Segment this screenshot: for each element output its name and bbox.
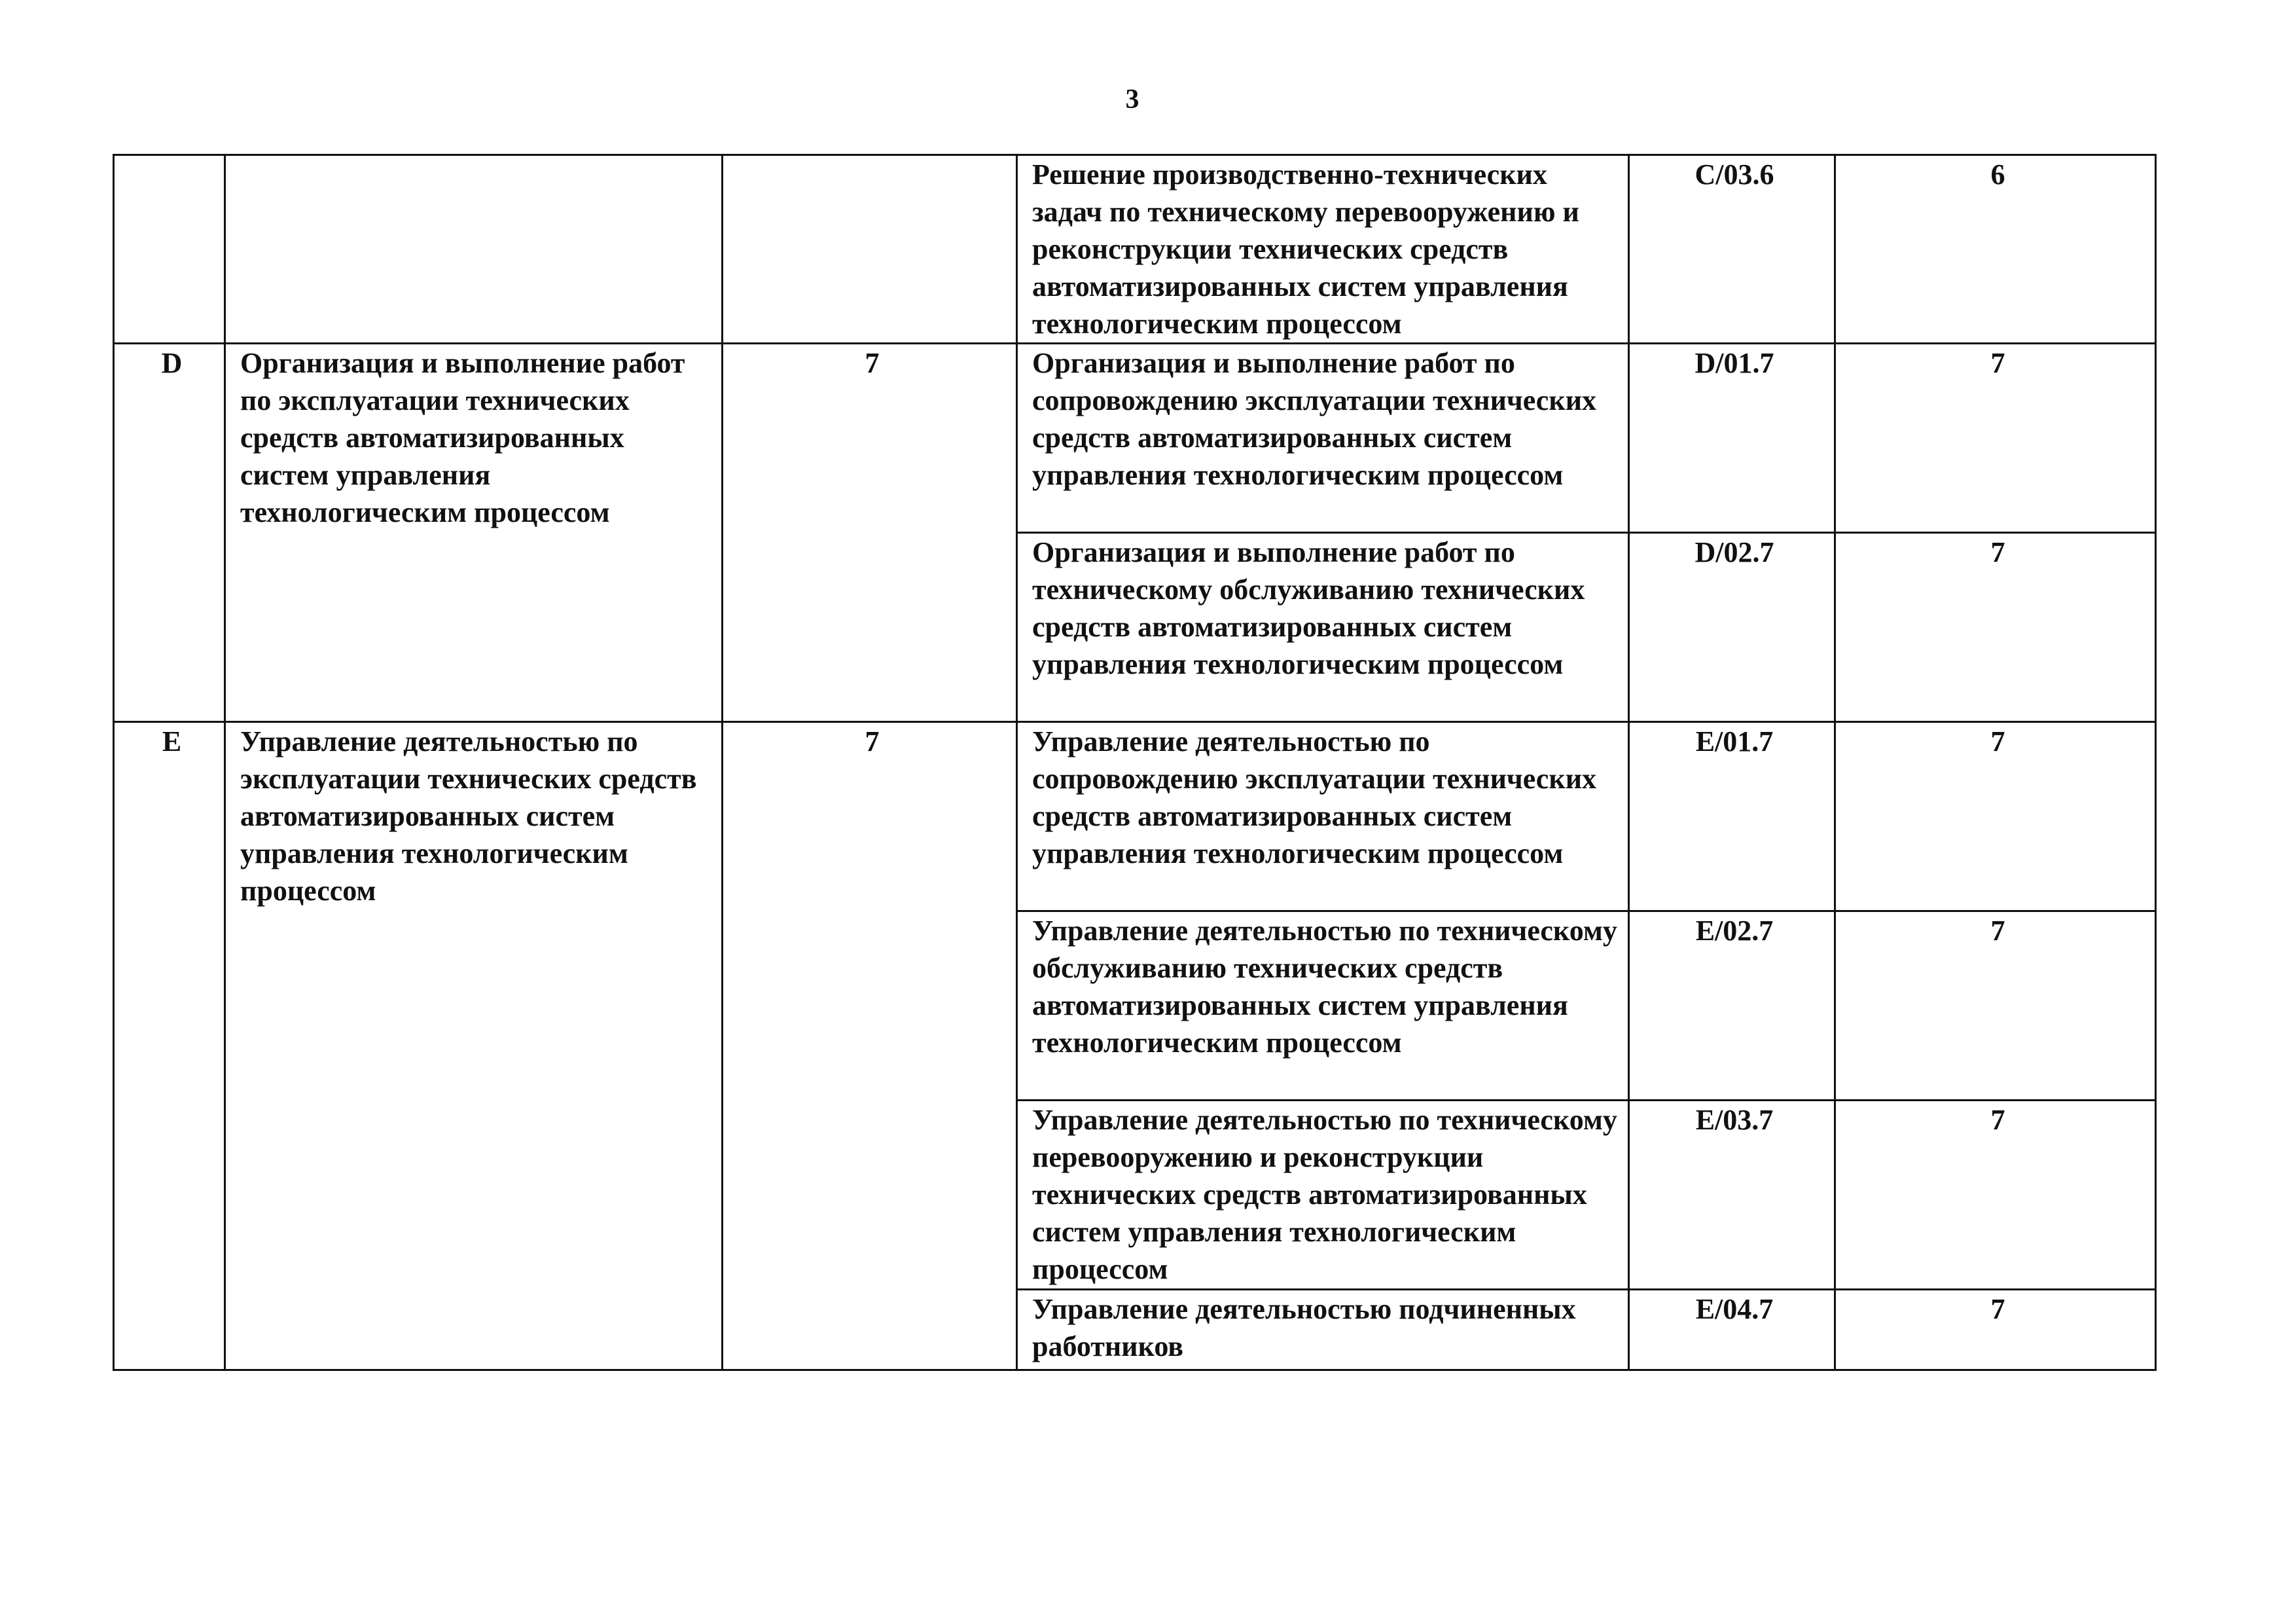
function-level-cell: 7 — [1835, 722, 2156, 911]
group-level-cell — [723, 155, 1017, 344]
function-level-cell: 7 — [1835, 344, 2156, 533]
function-name-cell: Управление деятельностью по техническому обслуживанию технических средств автоматизированных систем управления технологическим процессом — [1017, 911, 1629, 1101]
function-code-cell: E/04.7 — [1629, 1290, 1835, 1370]
group-level-cell: 7 — [723, 344, 1017, 722]
function-level-cell: 7 — [1835, 1101, 2156, 1290]
function-code-cell: E/03.7 — [1629, 1101, 1835, 1290]
function-name-cell: Управление деятельностью по сопровождению эксплуатации технических средств автоматизированных систем управления технологическим процессом — [1017, 722, 1629, 911]
function-level-cell: 7 — [1835, 911, 2156, 1101]
group-name-cell: Организация и выполнение работ по эксплуатации технических средств автоматизированных систем управления технологическим процессом — [225, 344, 723, 722]
function-code-cell: C/03.6 — [1629, 155, 1835, 344]
group-code-cell: E — [114, 722, 225, 1370]
function-name-cell: Управление деятельностью по техническому перевооружению и реконструкции технических средств автоматизированных систем управления технологическим процессом — [1017, 1101, 1629, 1290]
page-number: 3 — [1125, 84, 1139, 115]
table-row — [114, 155, 2156, 344]
table-row — [114, 344, 2156, 533]
function-code-cell: D/01.7 — [1629, 344, 1835, 533]
functions-table — [113, 154, 2157, 1371]
function-code-cell: E/01.7 — [1629, 722, 1835, 911]
function-level-cell: 7 — [1835, 1290, 2156, 1370]
group-name-cell: Управление деятельностью по эксплуатации технических средств автоматизированных систем управления технологическим процессом — [225, 722, 723, 1370]
function-code-cell: D/02.7 — [1629, 533, 1835, 722]
function-level-cell: 6 — [1835, 155, 2156, 344]
function-name-cell: Решение производственно-технических задач по техническому перевооружению и реконструкции технических средств автоматизированных систем управления технологическим процессом — [1017, 155, 1629, 344]
function-name-cell: Организация и выполнение работ по техническому обслуживанию технических средств автоматизированных систем управления технологическим процессом — [1017, 533, 1629, 722]
function-name-cell: Управление деятельностью подчиненных работников — [1017, 1290, 1629, 1370]
function-level-cell: 7 — [1835, 533, 2156, 722]
group-level-cell: 7 — [723, 722, 1017, 1370]
group-name-cell — [225, 155, 723, 344]
group-code-cell: D — [114, 344, 225, 722]
group-code-cell — [114, 155, 225, 344]
function-code-cell: E/02.7 — [1629, 911, 1835, 1101]
function-name-cell: Организация и выполнение работ по сопровождению эксплуатации технических средств автоматизированных систем управления технологическим процессом — [1017, 344, 1629, 533]
table-row — [114, 722, 2156, 911]
